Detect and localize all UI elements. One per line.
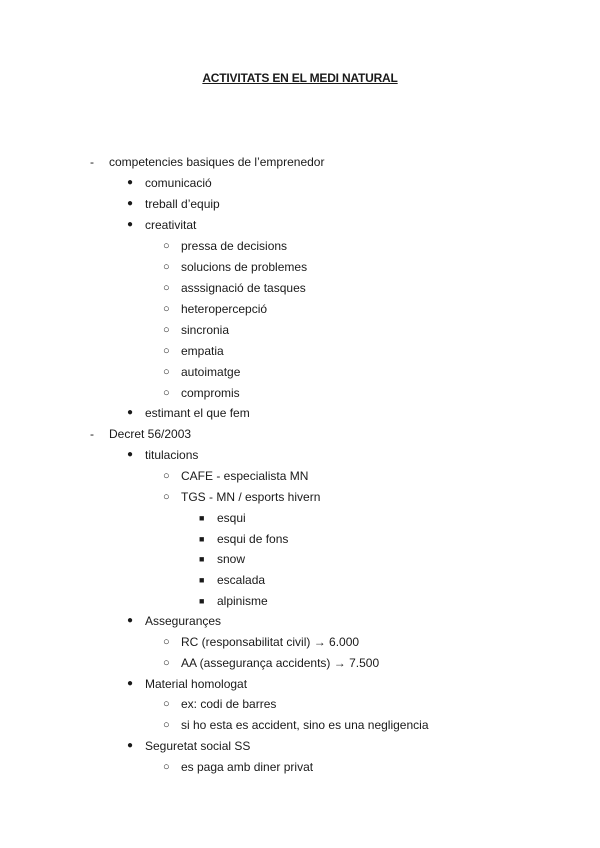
list-item: alpinisme [217, 594, 268, 608]
list-item: AA (assegurança accidents) → 7.500 [181, 656, 380, 670]
circle-marker: ○ [163, 719, 170, 731]
bullet-marker: ● [127, 407, 134, 418]
bullet-marker: ● [127, 740, 134, 751]
list-item: CAFE - especialista MN [181, 469, 309, 483]
list-item: Decret 56/2003 [109, 427, 192, 441]
bullet-marker: ● [127, 219, 134, 230]
list-item: Assegurançes [145, 614, 222, 628]
circle-marker: ○ [163, 387, 170, 399]
dash-marker: - [90, 155, 94, 169]
circle-marker: ○ [163, 282, 170, 294]
list-item: snow [217, 552, 246, 566]
list-item: escalada [217, 573, 266, 587]
page-title: ACTIVITATS EN EL MEDI NATURAL [202, 71, 398, 85]
circle-marker: ○ [163, 470, 170, 482]
bullet-marker: ● [127, 198, 134, 209]
list-item: competencies basiques de l’emprenedor [109, 155, 325, 169]
list-item: Material homologat [145, 677, 248, 691]
list-item: treball d’equip [145, 197, 220, 211]
list-item: esqui de fons [217, 532, 289, 546]
circle-marker: ○ [163, 698, 170, 710]
square-marker: ■ [199, 534, 205, 544]
square-marker: ■ [199, 596, 205, 606]
list-item: esqui [217, 511, 246, 525]
list-item: es paga amb diner privat [181, 760, 314, 774]
list-item: estimant el que fem [145, 406, 250, 420]
list-item: creativitat [145, 218, 197, 232]
list-item: ex: codi de barres [181, 697, 277, 711]
circle-marker: ○ [163, 366, 170, 378]
circle-marker: ○ [163, 261, 170, 273]
circle-marker: ○ [163, 657, 170, 669]
list-item: compromis [181, 386, 240, 400]
list-item: comunicació [145, 176, 212, 190]
bullet-marker: ● [127, 678, 134, 689]
list-item: Seguretat social SS [145, 739, 251, 753]
circle-marker: ○ [163, 303, 170, 315]
square-marker: ■ [199, 554, 205, 564]
list-item: si ho esta es accident, sino es una negligencia [181, 718, 429, 732]
list-item: autoimatge [181, 365, 241, 379]
list-item: RC (responsabilitat civil) → 6.000 [181, 635, 360, 649]
list-item: solucions de problemes [181, 260, 308, 274]
list-item: pressa de decisions [181, 239, 288, 253]
circle-marker: ○ [163, 761, 170, 773]
list-item: TGS - MN / esports hivern [181, 490, 321, 504]
circle-marker: ○ [163, 636, 170, 648]
circle-marker: ○ [163, 345, 170, 357]
square-marker: ■ [199, 575, 205, 585]
dash-marker: - [90, 427, 94, 441]
list-item: sincronia [181, 323, 230, 337]
list-item: empatia [181, 344, 224, 358]
circle-marker: ○ [163, 491, 170, 503]
bullet-marker: ● [127, 615, 134, 626]
circle-marker: ○ [163, 240, 170, 252]
list-item: heteropercepció [181, 302, 268, 316]
bullet-marker: ● [127, 449, 134, 460]
list-item: asssignació de tasques [181, 281, 306, 295]
list-item: titulacions [145, 448, 199, 462]
square-marker: ■ [199, 513, 205, 523]
circle-marker: ○ [163, 324, 170, 336]
bullet-marker: ● [127, 177, 134, 188]
